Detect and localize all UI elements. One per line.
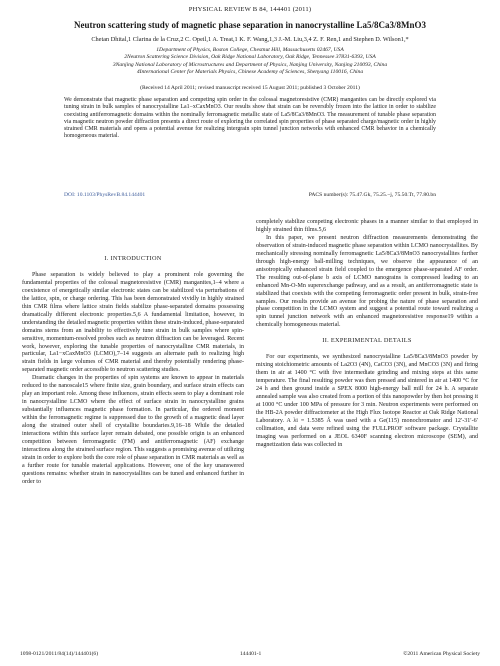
affiliation-3: 3Nanjing National Laboratory of Microstructures and Department of Physics, Nanjing University, Nanjing 210093, China [112, 61, 388, 68]
paper-title: Neutron scattering study of magnetic phase separation in nanocrystalline La5/8Ca3/8MnO3 [73, 20, 427, 30]
abstract: We demonstrate that magnetic phase separation and competing spin order in the colossal magnetoresistive (CMR) manganites can be directly explored via tuning strain in bulk samples of nanocrystalline La1−xCaxMnO3. Our results show that strain can be reversibly frozen into the lattice in order to stabilize coexisting antiferromagnetic domains within the nominally ferromagnetic metallic state of La5/8Ca3/8MnO3. The measurement of tunable phase separation via magnetic neutron powder diffraction presents a direct route of exploring the correlated spin properties of phase separated charge/magnetic order in highly strained CMR materials and opens a potential avenue for realizing intergrain spin tunnel junction networks with enhanced CMR behavior in a chemically homogeneous material. [64, 97, 436, 140]
experimental-paragraph-1: For our experiments, we synthesized nanocrystalline La5/8Ca3/8MnO3 powder by mixing stoichiometric amounts of La2O3 (4N), CaCO3 (3N), and MnCO3 (3N) and firing them in air at 1400 °C with five intermediate grinding and mixing steps at this same temperature. The final resulting powder was then pressed and sintered in air at 1400 °C for 24 h and then ground inside a SPEX 8000 high-energy ball mill for 24 h. A separate annealed sample was also created from a portion of this nanopowder by then hot pressing it at 1000 °C under 100 MPa of pressure for 3 min. Neutron experiments were performed on the HB-2A powder diffractometer at the High Flux Isotope Reactor at Oak Ridge National Laboratory. A λi = 1.5385 Å was used with a Ge(115) monochromator and 12′-31′-6′ collimation, and data were refined using the FULLPROF software package. Crystallite imaging was performed on a JEOL 6340F scanning electron microscope (SEM), and magnetization data was collected in [256, 354, 478, 448]
section-heading-introduction: I. INTRODUCTION [104, 255, 162, 262]
affiliation-4: 4International Center for Materials Physics, Chinese Academy of Sciences, Shenyang 110016, China [136, 69, 364, 76]
page-footer [20, 651, 480, 657]
affiliation-2: 2Neutron Scattering Science Division, Oak Ridge National Laboratory, Oak Ridge, Tennessee 37831-6393, USA [124, 54, 376, 61]
footer-code: 1098-0121/2011/84(14)/144401(6) [20, 651, 99, 657]
affiliations [14, 47, 486, 77]
footer-copyright: ©2011 American Physical Society [403, 651, 480, 657]
pacs-numbers: PACS number(s): 75.47.Gk, 75.25.−j, 75.50.Tt, 77.80.bn [308, 192, 436, 198]
intro-paragraph-2: Dramatic changes in the properties of spin systems are known to appear in materials reduced to the nanoscale15 where finite size, grain boundary, and surface strain effects can play an important role. Among these influences, strain effects seem to play a dominant role in nanocrystalline LCMO where the effect of surface strain in nanocrystalline grains substantially influences magnetic phase formation. In particular, the ordered moment within the ferromagnetic regime is suppressed due to the growth of a magnetic dead layer along the strained outer shell of crystallite boundaries.9,16–18 While the detailed interactions within this surface layer remain debated, one possible origin is an enhanced competition between ferromagnetic (FM) and antiferromagnetic (AF) exchange interactions along the strained surface region. This suggests a promising avenue of utilizing strain in order to explore both the core role of phase separation in CMR materials as well as a further route for tunable material applications. However, one of the key unanswered questions remains: whether strain in nanocrystallites can be tuned and enhanced further in order to [22, 375, 244, 485]
intro-paragraph-3: completely stabilize competing electronic phases in a manner similar to that employed in highly strained thin films.5,6 [256, 219, 478, 233]
doi-line [64, 192, 436, 199]
footer-page-number: 144401-1 [239, 651, 262, 657]
intro-paragraph-1: Phase separation is widely believed to play a prominent role governing the fundamental properties of the colossal magnetoresistive (CMR) manganites,1–4 where a coexistence of energetically similar electronic states can be stabilized via perturbations of the lattice, spin, or charge ordering. This has been demonstrated vividly in highly strained thin CMR films where lattice strain fields stabilize phase-separated domains possessing dramatically different electronic properties.5,6 A fundamental limitation, however, in understanding the detailed magnetic properties within these strain-induced, phase-separated domains stems from an inability to effectively tune strain in bulk samples where spin- sensitive, momentum-resolved probes such as neutron diffraction can be leveraged. Recent work, however, exploring the tunable properties of nanocrystalline CMR materials, in particular, La1−xCaxMnO3 (LCMO),7–14 suggests an alternate path to realizing high strain fields in large volumes of CMR material and thereby potentially rendering phase-separated magnetic order accessible to neutron scattering studies. [22, 271, 244, 374]
right-column [256, 219, 478, 450]
doi-link[interactable]: DOI: 10.1103/PhysRevB.84.144401 [64, 192, 146, 198]
intro-paragraph-4: In this paper, we present neutron diffraction measurements demonstrating the observation of strain-induced magnetic phase separation within LCMO nanocrystallites. By mechanically stressing nominally ferromagnetic La5/8Ca3/8MnO3 nanocrystallites further through high-energy ball-milling techniques, we observe the appearance of an anisotropically enhanced strain field coupled to the emergence phase-separated AF order. The resulting out-of-plane b axis of LCMO nanograins is compressed leading to an enhanced Mn-O-Mn superexchange pathway, and as a result, an antiferromagnetic state is stabilized that coexists with the competing ferromagnetic order present in bulk, strain-free samples. Our results provide an avenue for probing the nature of phase separation and phase competition in the LCMO system and suggest a potential route toward realizing a spin tunnel junction network with an enhanced magnetoresistive response19 within a chemically homogeneous material. [256, 234, 478, 329]
running-header: PHYSICAL REVIEW B 84, 144401 (2011) [188, 6, 312, 13]
left-column [22, 219, 244, 487]
author-list: Chetan Dhital,1 Clarina de la Cruz,2 C. Opeil,1 A. Treat,1 K. F. Wang,1,3 J.-M. Liu,3,4 Z. F. Ren,1 and Stephen D. Wilson1,* [91, 36, 409, 43]
section-heading-experimental: II. EXPERIMENTAL DETAILS [322, 337, 412, 345]
publication-dates: (Received 14 April 2011; revised manuscript received 15 August 2011; published 3 October 2011) [140, 85, 360, 91]
affiliation-1: 1Department of Physics, Boston College, Chestnut Hill, Massachusetts 02467, USA [156, 47, 344, 53]
